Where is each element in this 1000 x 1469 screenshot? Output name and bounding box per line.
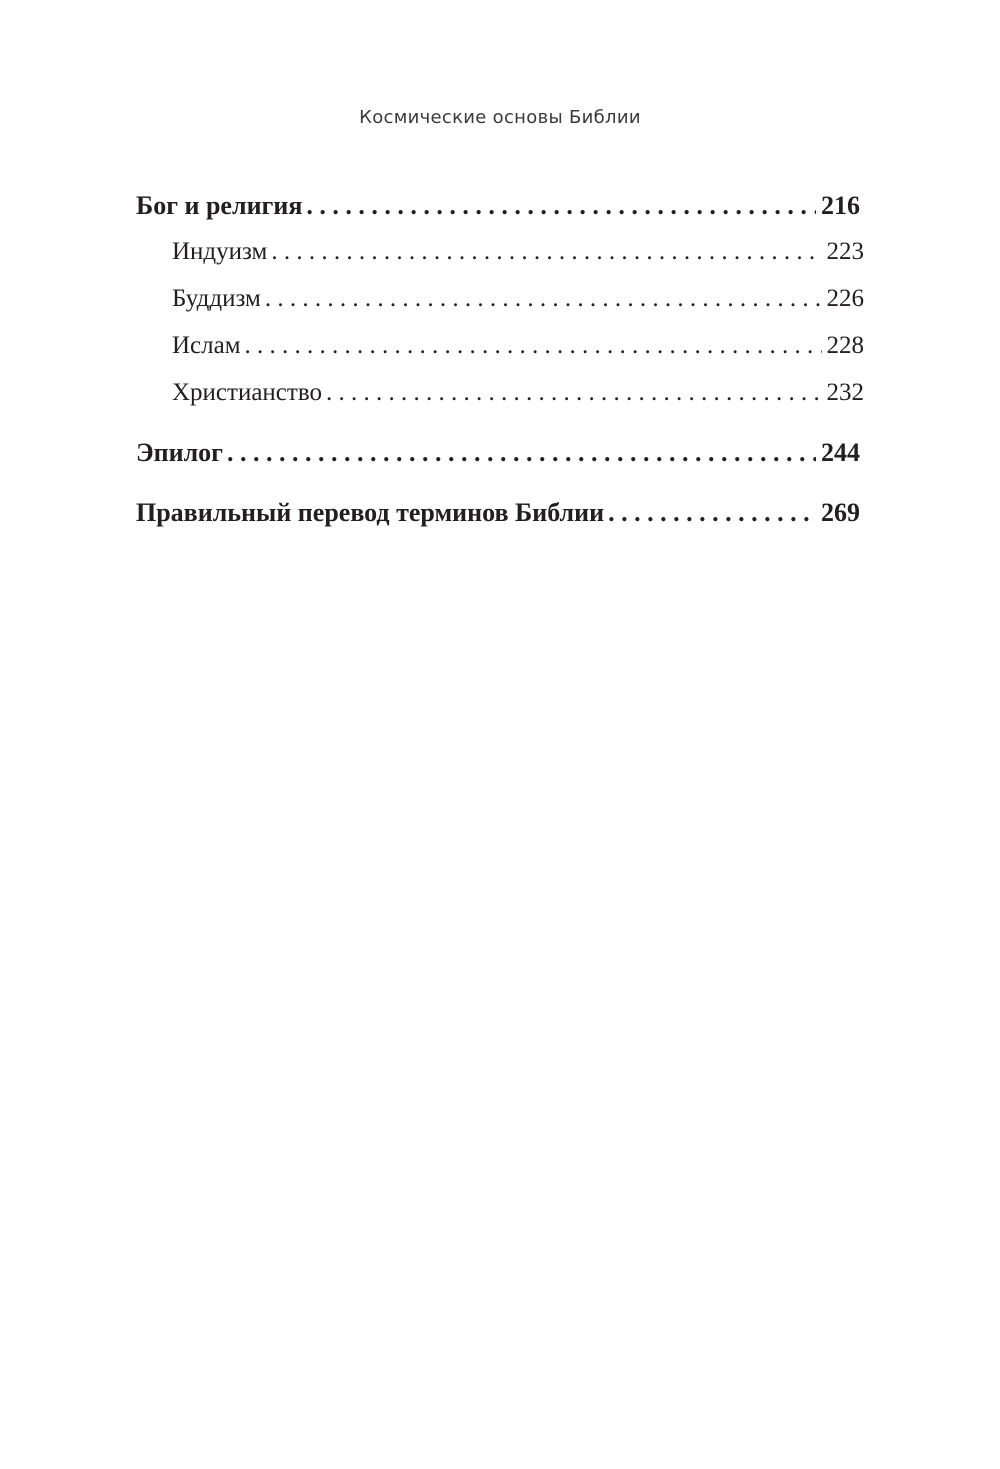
toc-entry-title: Индуизм xyxy=(172,238,268,265)
toc-entry-god-and-religion xyxy=(136,186,860,226)
dot-leader xyxy=(265,279,822,319)
toc-entry-page: 228 xyxy=(826,332,864,359)
toc-entry-epilogue xyxy=(136,433,860,473)
toc-entry-hinduism xyxy=(136,232,864,272)
toc-entry-title: Буддизм xyxy=(172,285,261,312)
toc-entry-page: 232 xyxy=(826,379,864,406)
toc-entry-page: 216 xyxy=(821,191,860,220)
toc-entry-page: 223 xyxy=(826,238,864,265)
toc-entry-bible-terms-translation xyxy=(136,493,860,533)
dot-leader xyxy=(306,186,816,226)
toc-entry-buddhism xyxy=(136,279,864,319)
running-header: Космические основы Библии xyxy=(359,107,641,128)
dot-leader xyxy=(245,326,822,366)
dot-leader xyxy=(326,373,822,413)
dot-leader xyxy=(608,493,816,533)
toc-entry-page: 226 xyxy=(826,285,864,312)
toc-entry-title: Ислам xyxy=(172,332,241,359)
table-of-contents xyxy=(136,186,864,533)
dot-leader xyxy=(271,232,821,272)
toc-entry-title: Христианство xyxy=(172,379,322,406)
toc-entry-page: 269 xyxy=(821,498,860,527)
toc-entry-page: 244 xyxy=(821,438,860,467)
toc-entry-title: Эпилог xyxy=(136,438,223,467)
toc-entry-islam xyxy=(136,326,864,366)
toc-entry-christianity xyxy=(136,373,864,413)
dot-leader xyxy=(227,433,816,473)
toc-entry-title: Правильный перевод терминов Библии xyxy=(136,498,605,527)
toc-entry-title: Бог и религия xyxy=(136,191,303,220)
